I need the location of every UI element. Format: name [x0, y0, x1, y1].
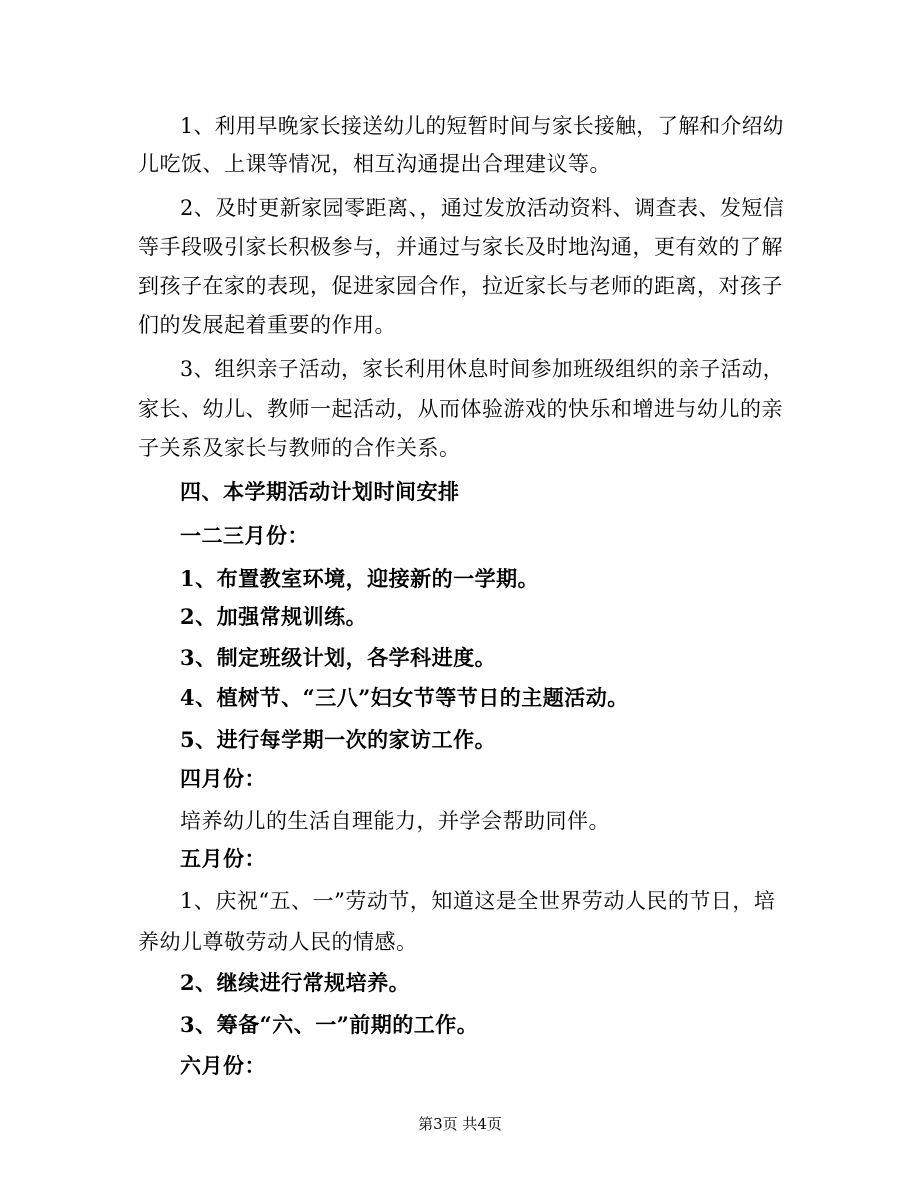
feb-mar-item-4: 4、植树节、“三八”妇女节等节日的主题活动。: [180, 685, 629, 710]
page-indicator: 第3页 共4页: [418, 1115, 502, 1133]
paragraph-2-line-4: 们的发展起着重要的作用。: [138, 313, 396, 337]
paragraph-3-line-2: 家长、幼儿、教师一起活动，从而体验游戏的快乐和增进与幼儿的亲: [138, 397, 783, 421]
paragraph-1-line-2: 儿吃饭、上课等情况，相互沟通提出合理建议等。: [138, 152, 611, 176]
paragraph-2-line-1: 2、及时更新家园零距离、，通过发放活动资料、调查表、发短信: [180, 196, 785, 220]
feb-mar-item-5: 5、进行每学期一次的家访工作。: [180, 727, 497, 752]
feb-mar-item-2: 2、加强常规训练。: [180, 604, 368, 629]
may-item-2: 2、继续进行常规培养。: [180, 970, 411, 995]
april-label: 四月份：: [180, 766, 266, 791]
feb-mar-label: 一二三月份：: [180, 523, 309, 548]
section-4-heading: 四、本学期活动计划时间安排: [180, 479, 460, 504]
june-label: 六月份：: [180, 1053, 266, 1078]
paragraph-3-line-3: 子关系及家长与教师的合作关系。: [138, 436, 461, 460]
paragraph-2-line-3: 到孩子在家的表现，促进家园合作，拉近家长与老师的距离，对孩子: [138, 274, 783, 298]
may-item-1-line-1: 1、庆祝“五、一”劳动节，知道这是全世界劳动人民的节日，培: [180, 889, 776, 913]
april-text: 培养幼儿的生活自理能力，并学会帮助同伴。: [180, 809, 610, 833]
may-item-3: 3、筹备“六、一”前期的工作。: [180, 1012, 479, 1037]
may-label: 五月份：: [180, 846, 266, 871]
paragraph-2-line-2: 等手段吸引家长积极参与，并通过与家长及时地沟通，更有效的了解: [138, 235, 783, 259]
feb-mar-item-3: 3、制定班级计划，各学科进度。: [180, 645, 497, 670]
paragraph-1-line-1: 1、利用早晚家长接送幼儿的短暂时间与家长接触，了解和介绍幼: [180, 114, 784, 138]
feb-mar-item-1: 1、布置教室环境，迎接新的一学期。: [180, 566, 540, 591]
may-item-1-line-2: 养幼儿尊敬劳动人民的情感。: [138, 930, 418, 954]
paragraph-3-line-1: 3、组织亲子活动，家长利用休息时间参加班级组织的亲子活动，: [180, 357, 784, 381]
